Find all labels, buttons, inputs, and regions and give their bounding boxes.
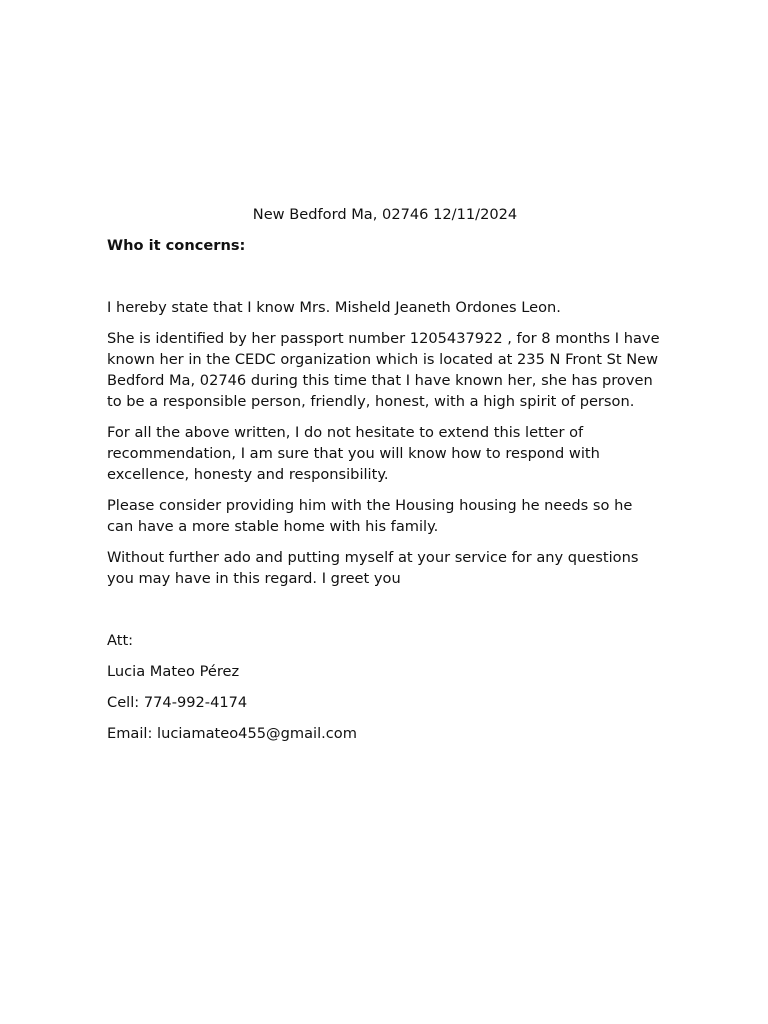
paragraph-recommendation: For all the above written, I do not hesitate to extend this letter of recommendation, I am sure that you will know how to respond with excellence, honesty and responsibility. — [107, 424, 600, 483]
dateline: New Bedford Ma, 02746 12/11/2024 — [252, 206, 518, 223]
signature-email: Email: luciamateo455@gmail.com — [107, 725, 357, 742]
blank-line — [107, 266, 663, 287]
signature-name: Lucia Mateo Pérez — [107, 663, 240, 680]
paragraph-housing-request: Please consider providing him with the Housing housing he needs so he can have a more stable home with his family. — [107, 497, 633, 535]
blank-line — [107, 599, 663, 620]
paragraph-closing: Without further ado and putting myself at your service for any questions you may have in this regard. I greet you — [107, 549, 639, 587]
salutation: Who it concerns: — [107, 237, 246, 254]
signature-att: Att: — [107, 632, 134, 649]
letter-page — [107, 204, 663, 754]
paragraph-identification: She is identified by her passport number 1205437922 , for 8 months I have known her in the CEDC organization which is located at 235 N Front St New Bedford Ma, 02746 during this time that I have known her, she has proven to be a responsible person, friendly, honest, with a high spirit of person. — [107, 330, 660, 410]
paragraph-intro: I hereby state that I know Mrs. Misheld Jeaneth Ordones Leon. — [107, 299, 561, 316]
signature-cell: Cell: 774-992-4174 — [107, 694, 248, 711]
